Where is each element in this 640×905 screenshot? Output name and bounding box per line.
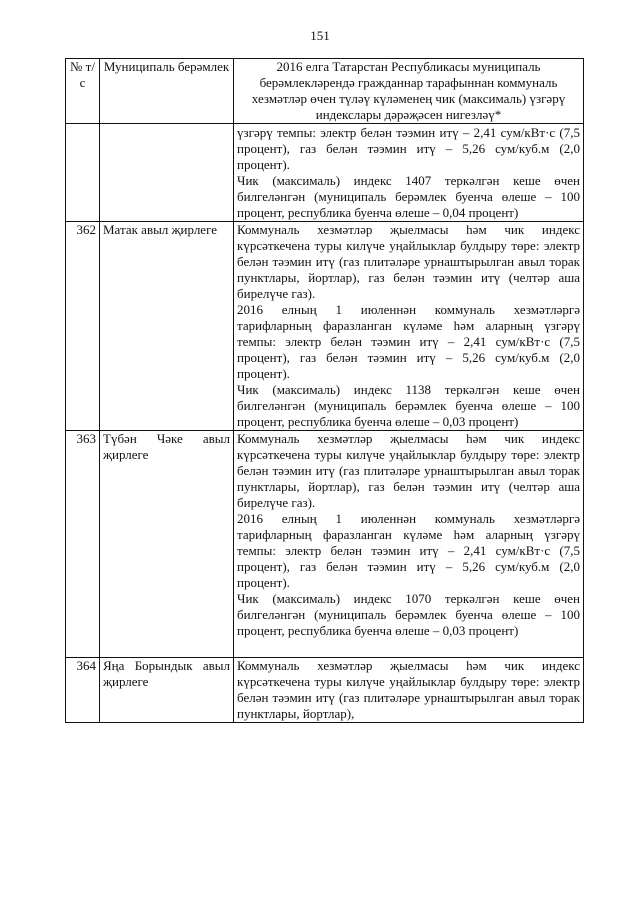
row-description-cell (234, 431, 584, 658)
table-row-363 (66, 431, 584, 658)
header-description: 2016 елга Татарстан Республикасы муниципаль берәмлекләрендә гражданнар тарафыннан коммуналь хезмәтләр өчен түләү күләменең чик (максималь) үзгәрү индекслары дәрәҗәсен нигезләү* (234, 59, 584, 124)
description-paragraph: үзгәрү темпы: электр белән тәэмин итү – 2,41 сум/кВт·с (7,5 процент), газ белән тәэмин итү – 5,26 сум/куб.м (2,0 процент). (237, 125, 580, 172)
tariff-index-table (65, 58, 584, 723)
page-number: 151 (310, 28, 330, 43)
description-paragraph: Коммуналь хезмәтләр җыелмасы һәм чик индекс күрсәткечена туры килүче уңайлыклар булдыру төре: электр белән тәэмин итү (газ плитәләре урнаштырылган авыл торак пунктлары, йортлар), газ белән тәэмин итү (челтәр аша бирелүче газ). (237, 222, 580, 301)
table-row-364 (66, 658, 584, 723)
description-paragraph: Коммуналь хезмәтләр җыелмасы һәм чик индекс күрсәткечена туры килүче уңайлыклар булдыру төре: электр белән тәэмин итү (газ плитәләре урнаштырылган авыл торак пунктлары, йортлар), газ белән тәэмин итү (челтәр аша бирелүче газ). (237, 431, 580, 510)
row-number: 363 (66, 431, 100, 658)
description-paragraph: Чик (максималь) индекс 1070 теркәлгән кеше өчен билгеләнгән (муниципаль берәмлек буенча өлеше – 100 процент, республика буенча өлеше – 0,03 процент) (237, 591, 580, 638)
table-row-continued (66, 124, 584, 222)
row-municipality-cell (100, 124, 234, 222)
row-municipality: Яңа Борындык авыл җирлеге (100, 658, 234, 723)
header-number: № т/с (66, 59, 100, 124)
row-municipality: Матак авыл җирлеге (100, 222, 234, 431)
table-header-row (66, 59, 584, 124)
row-description-cell (234, 658, 584, 723)
row-description-cell (234, 222, 584, 431)
row-number: 364 (66, 658, 100, 723)
description-paragraph: Коммуналь хезмәтләр җыелмасы һәм чик индекс күрсәткечена туры килүче уңайлыклар булдыру төре: электр белән тәэмин итү (газ плитәләре урнаштырылган авыл торак пунктлары, йортлар), (237, 658, 580, 721)
description-paragraph: Чик (максималь) индекс 1138 теркәлгән кеше өчен билгеләнгән (муниципаль берәмлек буенча өлеше – 100 процент, республика буенча өлеше – 0,03 процент) (237, 382, 580, 429)
header-municipality: Муниципаль берәмлек (100, 59, 234, 124)
table-row-362 (66, 222, 584, 431)
row-number: 362 (66, 222, 100, 431)
description-paragraph: 2016 елның 1 июленнән коммуналь хезмәтләргә тарифларның фаразланган күләме һәм аларның үзгәрү темпы: электр белән тәэмин итү – 2,41 сум/кВт·с (7,5 процент), газ белән тәэмин итү – 5,26 сум/куб.м (2,0 процент). (237, 302, 580, 381)
row-municipality: Түбән Чәке авыл җирлеге (100, 431, 234, 658)
description-paragraph: Чик (максималь) индекс 1407 теркәлгән кеше өчен билгеләнгән (муниципаль берәмлек буенча өлеше – 100 процент, республика буенча өлеше – 0,04 процент) (237, 173, 580, 220)
description-paragraph: 2016 елның 1 июленнән коммуналь хезмәтләргә тарифларның фаразланган күләме һәм аларның үзгәрү темпы: электр белән тәэмин итү – 2,41 сум/кВт·с (7,5 процент), газ белән тәэмин итү – 5,26 сум/куб.м (2,0 процент). (237, 511, 580, 590)
row-number-cell (66, 124, 100, 222)
row-description-cell (234, 124, 584, 222)
